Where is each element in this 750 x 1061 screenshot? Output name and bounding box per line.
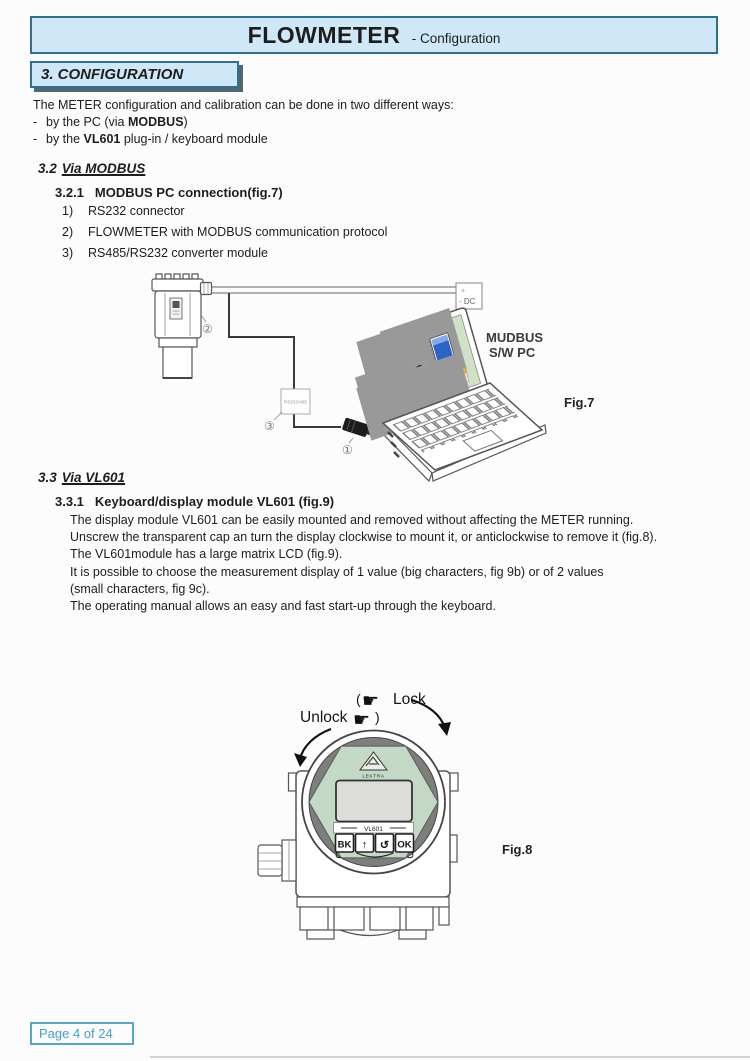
page-subtitle: - Configuration <box>411 31 501 46</box>
dc-plus-label: + <box>461 288 466 295</box>
model-plate <box>334 823 414 834</box>
lcd-display <box>336 781 412 822</box>
model-label: VL601 <box>364 826 383 833</box>
bk-button-label: BK <box>337 839 352 851</box>
section-heading: 3. CONFIGURATION <box>41 66 184 83</box>
section-heading-box <box>30 61 239 88</box>
page-title: FLOWMETER <box>247 22 401 48</box>
list-item: 3) RS485/RS232 converter module <box>62 246 268 260</box>
para-line: The operating manual allows an easy and fast start-up through the keyboard. <box>70 599 496 614</box>
pc-label-line2: S/W PC <box>489 345 536 360</box>
dc-label: - DC <box>459 297 476 306</box>
page-number-box <box>30 1022 134 1045</box>
rotate-arrow-icon: ↺ <box>379 839 390 852</box>
ok-button-label: OK <box>397 839 412 851</box>
intro-line: The METER configuration and calibration can be done in two different ways: <box>33 98 454 112</box>
heading-3-2: 3.2 Via MODBUS <box>38 161 146 176</box>
callout-3: ③ <box>264 419 275 433</box>
para-line: (small characters, fig 9c). <box>70 581 210 596</box>
fig7-diagram <box>140 266 610 486</box>
intro-paragraph <box>33 97 454 148</box>
lock-label: Lock <box>393 691 426 708</box>
list-item: 2) FLOWMETER with MODBUS communication protocol <box>62 225 388 239</box>
leader-2 <box>201 315 206 322</box>
unlock-paren: ) <box>375 709 380 725</box>
hand-icon: ☛ <box>353 710 371 731</box>
page-number: Page 4 of 24 <box>39 1026 113 1041</box>
leader-3 <box>274 412 282 420</box>
connection-list <box>62 204 662 270</box>
fig7-caption: Fig.7 <box>564 395 595 410</box>
intro-bullet-2: - by the VL601 plug-in / keyboard module <box>33 132 268 146</box>
heading-3-3: 3.3 Via VL601 <box>38 470 126 485</box>
bottom-flange <box>297 897 449 939</box>
page-bottom-rule <box>150 1056 750 1058</box>
rs-converter-box <box>281 389 310 414</box>
fig8-diagram <box>240 676 552 948</box>
vl601-paragraph <box>70 512 657 615</box>
page-header-banner <box>30 16 718 54</box>
up-arrow-icon: ↑ <box>361 839 368 851</box>
para-line: The VL601module has a large matrix LCD (fig.9). <box>70 547 343 562</box>
bottom-buttons <box>395 388 436 406</box>
unlock-label: Unlock <box>300 709 348 726</box>
fig8-caption: Fig.8 <box>502 842 533 857</box>
para-line: The display module VL601 can be easily mounted and removed without affecting the METER running. <box>70 513 634 527</box>
list-item: 1) RS232 connector <box>62 204 185 218</box>
hand-icon: ☛ <box>362 691 380 712</box>
lock-paren: ( <box>356 691 361 707</box>
brand-label: LEKTRA <box>362 774 385 780</box>
cable-gland <box>258 840 296 881</box>
callout-1: ① <box>342 443 353 457</box>
intro-bullet-1: - by the PC (via MODBUS) <box>33 115 188 129</box>
heading-3-2-1: 3.2.1 MODBUS PC connection(fig.7) <box>55 185 283 200</box>
heading-3-3-1: 3.3.1 Keyboard/display module VL601 (fig.9) <box>55 494 335 509</box>
pc-label-line1: MUDBUS <box>486 330 544 345</box>
power-wires <box>212 283 482 309</box>
para-line: It is possible to choose the measurement display of 1 value (big characters, fig 9b) or of 2 values <box>70 564 604 579</box>
para-line: Unscrew the transparent cap an turn the display clockwise to mount it, or anticlockwise to remove it (fig.8). <box>70 530 658 545</box>
converter-label: RS232/485 <box>284 399 307 405</box>
callout-2: ② <box>202 322 213 336</box>
